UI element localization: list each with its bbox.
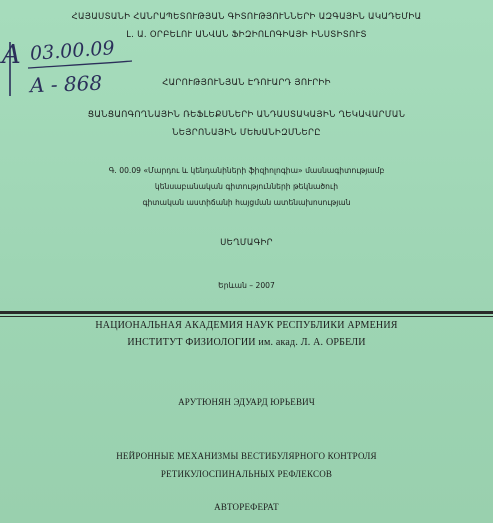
russian-institute: ИНСТИТУТ ФИЗИОЛОГИИ им. акад. Л. А. ОРБЕЛИ xyxy=(127,337,366,348)
armenian-academy: ՀԱՅԱՍՏԱՆԻ ՀԱՆՐԱՊԵՏՈՒԹՅԱՆ ԳԻՏՈՒԹՅՈՒՆՆԵՐԻ ԱԶԳԱՅԻՆ ԱԿԱԴԵՄԻԱ xyxy=(71,12,422,22)
armenian-specialty-line1: Գ. 00.09 «Մարդու և կենդանիների ֆիզիոլոգիա» մասնագիտությամբ xyxy=(108,166,385,175)
armenian-specialty-line3: գիտական աստիճանի հայցման ատենախոսության xyxy=(142,198,351,207)
russian-academy: НАЦИОНАЛЬНАЯ АКАДЕМИЯ НАУК РЕСПУБЛИКИ АРМЕНИЯ xyxy=(95,320,398,331)
armenian-city-year: Երևան – 2007 xyxy=(218,281,275,290)
handwritten-number: A - 868 xyxy=(29,70,103,98)
russian-title-line2: РЕТИКУЛОСПИНАЛЬНЫХ РЕФЛЕКСОВ xyxy=(160,469,333,479)
armenian-title-line2: ՆԵՅՐՈՆԱՅԻՆ ՄԵԽԱՆԻԶՄՆԵՐԸ xyxy=(172,128,321,138)
section-divider xyxy=(0,311,493,314)
section-divider-thin xyxy=(0,316,493,317)
armenian-specialty-line2: կենսաբանական գիտությունների թեկնածուի xyxy=(154,182,339,191)
handwritten-code: 03.00.09 xyxy=(29,37,116,65)
handwritten-letter: A xyxy=(2,40,21,70)
armenian-doc-type: ՍԵՂՄԱԳԻՐ xyxy=(220,238,273,248)
armenian-author: ՀԱՐՈՒԹՅՈՒՆՅԱՆ ԷԴՈՒԱՐԴ ՅՈՒՐԻԻ xyxy=(162,78,331,88)
russian-author: АРУТЮНЯН ЭДУАРД ЮРЬЕВИЧ xyxy=(178,397,315,407)
russian-title-line1: НЕЙРОННЫЕ МЕХАНИЗМЫ ВЕСТИБУЛЯРНОГО КОНТРОЛЯ xyxy=(116,451,377,461)
armenian-institute: Լ. Ա. ՕՐԲԵԼՈՒ ԱՆՎԱՆ ՖԻԶԻՈԼՈԳԻԱՅԻ ԻՆՍՏԻՏՈՒՏ xyxy=(126,30,367,40)
russian-doc-type: АВТОРЕФЕРАТ xyxy=(214,502,279,512)
armenian-title-line1: ՑԱՆՑԱՈԳՈՂՆԱՅԻՆ ՌԵՖԼԵՔՍՆԵՐԻ ԱՆԴԱՍՏԱԿԱՅԻՆ ՂԵԿԱՎԱՐՄԱՆ xyxy=(87,110,406,120)
